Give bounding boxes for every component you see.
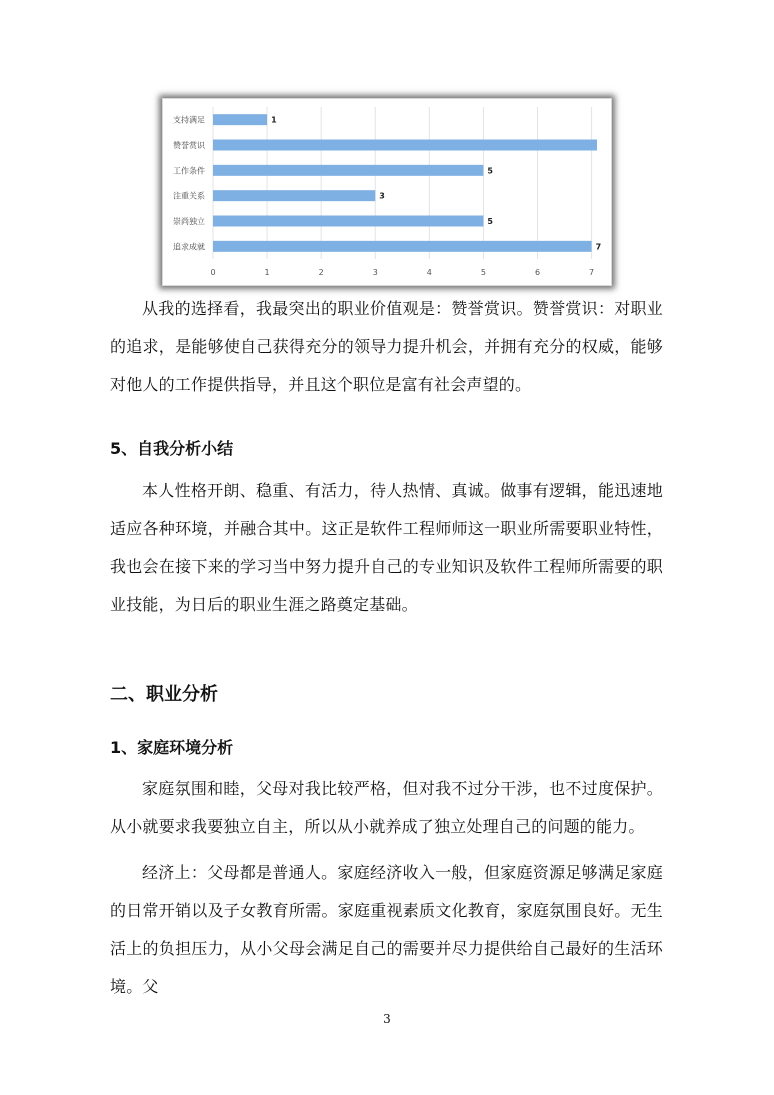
category-label: 崇尚独立 (173, 217, 205, 226)
values-summary-paragraph: 从我的选择看，我最突出的职业价值观是：赞誉赏识。赞誉赏识：对职业的追求，是能够使自己获得充分的领导力提升机会，并拥有充分的权威，能够对他人的工作提供指导，并且这个职位是富有社会声望的。 (110, 299, 663, 394)
bar (213, 114, 267, 125)
x-tick-label: 7 (589, 268, 595, 277)
data-label: 5 (487, 166, 494, 176)
data-label: 1 (271, 115, 277, 125)
x-tick-label: 1 (264, 268, 270, 277)
x-tick-label: 0 (210, 268, 216, 277)
x-tick-label: 3 (372, 268, 378, 277)
x-tick-label: 2 (318, 268, 324, 277)
category-label: 追求成就 (173, 242, 205, 252)
family-atmosphere-paragraph: 家庭氛围和睦，父母对我比较严格，但对我不过分干涉，也不过度保护。从小就要求我要独立自主，所以从小就养成了独立处理自己的问题的能力。 (110, 779, 663, 836)
data-label: 7 (595, 242, 602, 252)
bar (213, 216, 483, 227)
x-tick-label: 4 (426, 268, 432, 277)
page-number: 3 (383, 1012, 391, 1026)
category-label: 赞誉赏识 (173, 141, 205, 150)
x-tick-label: 5 (480, 268, 486, 277)
category-label: 工作条件 (173, 166, 205, 176)
bar (213, 241, 592, 252)
section-heading-self-summary: 5、自我分析小结 (110, 439, 234, 458)
bar (213, 165, 483, 176)
family-economy-paragraph: 经济上：父母都是普通人。家庭经济收入一般，但家庭资源足够满足家庭的日常开销以及子女教育所需。家庭重视素质文化教育，家庭氛围良好。无生活上的负担压力，从小父母会满足自己的需要并尽力提供给自己最好的生活环境。父 (110, 863, 663, 996)
x-tick-label: 6 (534, 268, 541, 277)
bar-chart (162, 98, 612, 286)
data-label: 5 (487, 217, 494, 226)
category-label: 支持满足 (173, 115, 205, 125)
data-label: 3 (379, 191, 385, 201)
bar (213, 190, 375, 201)
chart-canvas (163, 99, 611, 285)
section-heading-family-environment: 1、家庭环境分析 (110, 738, 234, 757)
part-heading-career-analysis: 二、职业分析 (110, 684, 218, 705)
bar (213, 140, 597, 151)
self-summary-paragraph: 本人性格开朗、稳重、有活力，待人热情、真诚。做事有逻辑，能迅速地适应各种环境，并融合其中。这正是软件工程师师这一职业所需要职业特性，我也会在接下来的学习当中努力提升自己的专业知识及软件工程师所需要的职业技能，为日后的职业生涯之路奠定基础。 (110, 481, 663, 614)
category-label: 注重关系 (173, 191, 205, 201)
